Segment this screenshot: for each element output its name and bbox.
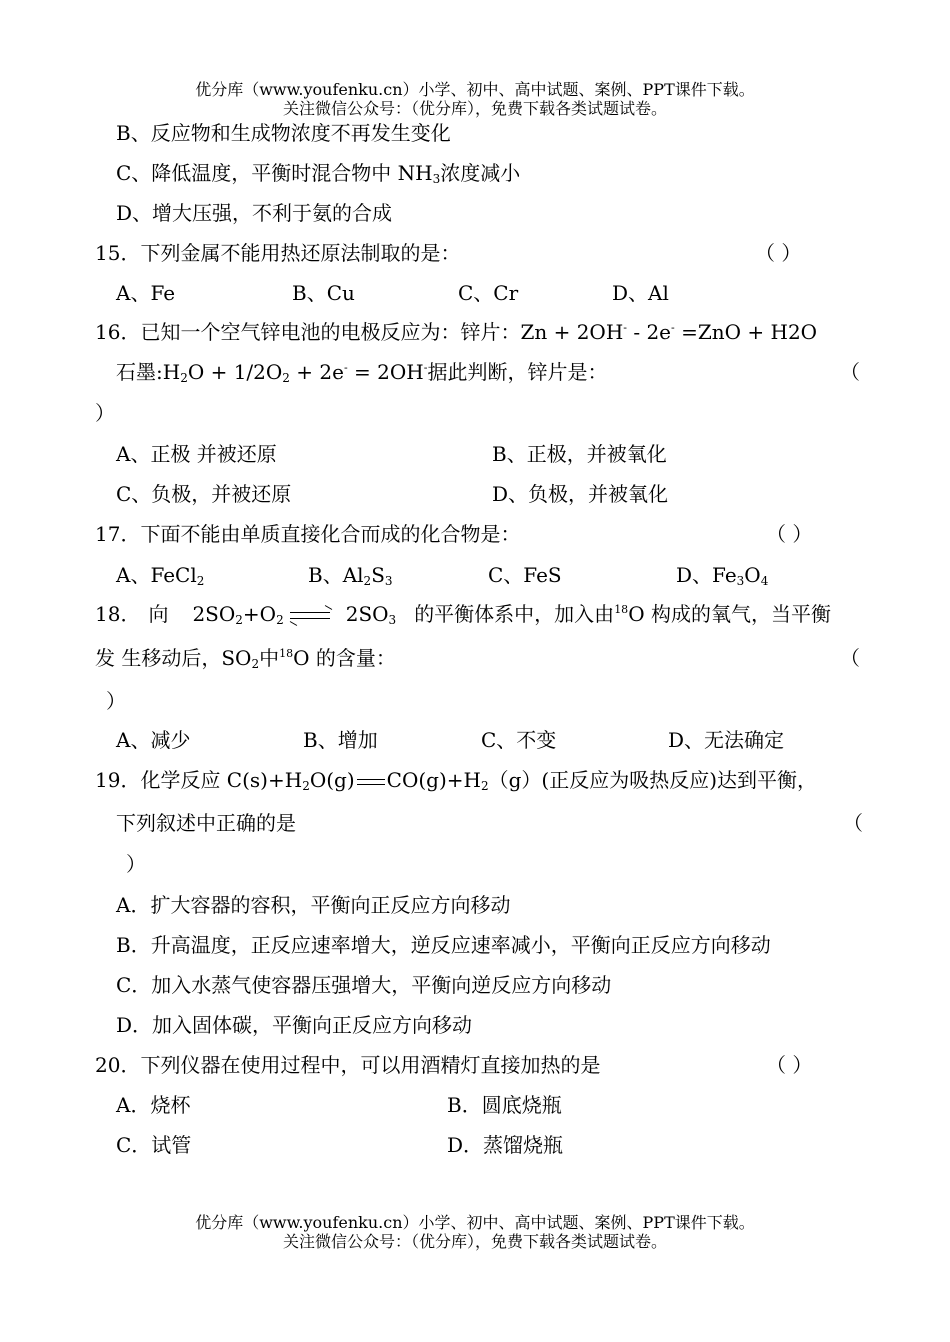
q16-paren-open: （ bbox=[840, 360, 860, 384]
q16-paren-close: ） bbox=[95, 401, 115, 425]
q20-answer-paren: （ ） bbox=[766, 1053, 813, 1077]
equilibrium-arrow-icon bbox=[357, 776, 385, 788]
q18-option-c: C、不变 bbox=[481, 728, 557, 752]
footer-line-2: 关注微信公众号：（优分库），免费下载各类试题试卷。 bbox=[282, 1232, 667, 1251]
q15-option-c: C、Cr bbox=[458, 281, 519, 305]
q18-option-d: D、无法确定 bbox=[668, 728, 785, 752]
q20-option-a: A．烧杯 bbox=[116, 1093, 191, 1117]
header-line-1: 优分库（www.youfenku.cn）小学、初中、高中试题、案例、PPT课件下载。 bbox=[195, 80, 755, 99]
q17-option-c: C、FeS bbox=[488, 563, 562, 587]
q20-option-b: B．圆底烧瓶 bbox=[447, 1093, 562, 1117]
q17-option-d: D、$Fe_3O_4$ bbox=[676, 563, 769, 588]
q14-option-b: B、反应物和生成物浓度不再发生变化 bbox=[116, 121, 451, 145]
footer-line-1: 优分库（www.youfenku.cn）小学、初中、高中试题、案例、PPT课件下载。 bbox=[195, 1213, 755, 1232]
q14-option-d: D、增大压强，不利于氨的合成 bbox=[116, 201, 393, 225]
q20-stem: 20．下列仪器在使用过程中，可以用酒精灯直接加热的是 bbox=[95, 1053, 601, 1077]
q19-stem: 19．化学反应 $C(s)+H_2O(g)$ $CO(g)+H_2(g)$(正反应为吸热反应)达到平衡， bbox=[95, 768, 818, 793]
q16-option-a: A、正极 并被还原 bbox=[116, 442, 277, 466]
q15-stem: 15．下列金属不能用热还原法制取的是： bbox=[95, 241, 461, 265]
q18-option-a: A、减少 bbox=[116, 728, 191, 752]
q19-option-d: D．加入固体碳，平衡向正反应方向移动 bbox=[116, 1013, 473, 1037]
q19-option-a: A．扩大容器的容积，平衡向正反应方向移动 bbox=[116, 893, 511, 917]
q15-answer-paren: （ ） bbox=[755, 241, 802, 265]
equilibrium-arrow-icon bbox=[290, 609, 334, 623]
q20-option-c: C．试管 bbox=[116, 1133, 192, 1157]
q17-option-b: B、$Al_2S_3$ bbox=[308, 563, 393, 588]
q17-stem: 17．下面不能由单质直接化合而成的化合物是： bbox=[95, 522, 521, 546]
q16-stem: 16．已知一个空气锌电池的电极反应为：锌片：Zn + 2OH- - 2e- =ZnO + H2O bbox=[95, 320, 818, 344]
q16-option-c: C、负极，并被还原 bbox=[116, 482, 292, 506]
q18-paren-open: （ bbox=[840, 646, 860, 670]
q19-option-b: B．升高温度，正反应速率增大，逆反应速率减小，平衡向正反应方向移动 bbox=[116, 933, 771, 957]
q19-option-c: C．加入水蒸气使容器压强增大，平衡向逆反应方向移动 bbox=[116, 973, 612, 997]
q20-option-d: D．蒸馏烧瓶 bbox=[447, 1133, 564, 1157]
q16-stem-line-2: 石墨$:H_2O + 1/2O_2 + 2e^- = 2OH^-$据此判断，锌片是： bbox=[116, 360, 608, 385]
header-line-2: 关注微信公众号：（优分库），免费下载各类试题试卷。 bbox=[282, 99, 667, 118]
q14-option-c: C、降低温度，平衡时混合物中 $NH_3$浓度减小 bbox=[116, 161, 521, 186]
q15-option-a: A、Fe bbox=[116, 281, 176, 305]
q15-option-d: D、Al bbox=[612, 281, 669, 305]
q18-option-b: B、增加 bbox=[303, 728, 378, 752]
q19-paren-open: （ bbox=[843, 811, 863, 835]
q17-option-a: A、FeCl$_2$ bbox=[116, 563, 205, 588]
q18-stem-line-2: 发 生移动后，$SO_2$中$^{18}$O 的含量： bbox=[95, 646, 396, 671]
q19-paren-close: ） bbox=[126, 852, 146, 876]
q16-option-d: D、负极，并被氧化 bbox=[492, 482, 669, 506]
q16-option-b: B、正极，并被氧化 bbox=[492, 442, 667, 466]
q19-stem-line-2: 下列叙述中正确的是 bbox=[116, 811, 296, 835]
q17-answer-paren: （ ） bbox=[766, 522, 813, 546]
q18-paren-close: ） bbox=[106, 689, 126, 713]
q18-stem: 18． 向 $2SO_2+O_2$ $2SO_3$ 的平衡体系中，加入由$^{18}$O 构成的氧气，当平衡 bbox=[95, 602, 831, 627]
q15-option-b: B、Cu bbox=[292, 281, 355, 305]
